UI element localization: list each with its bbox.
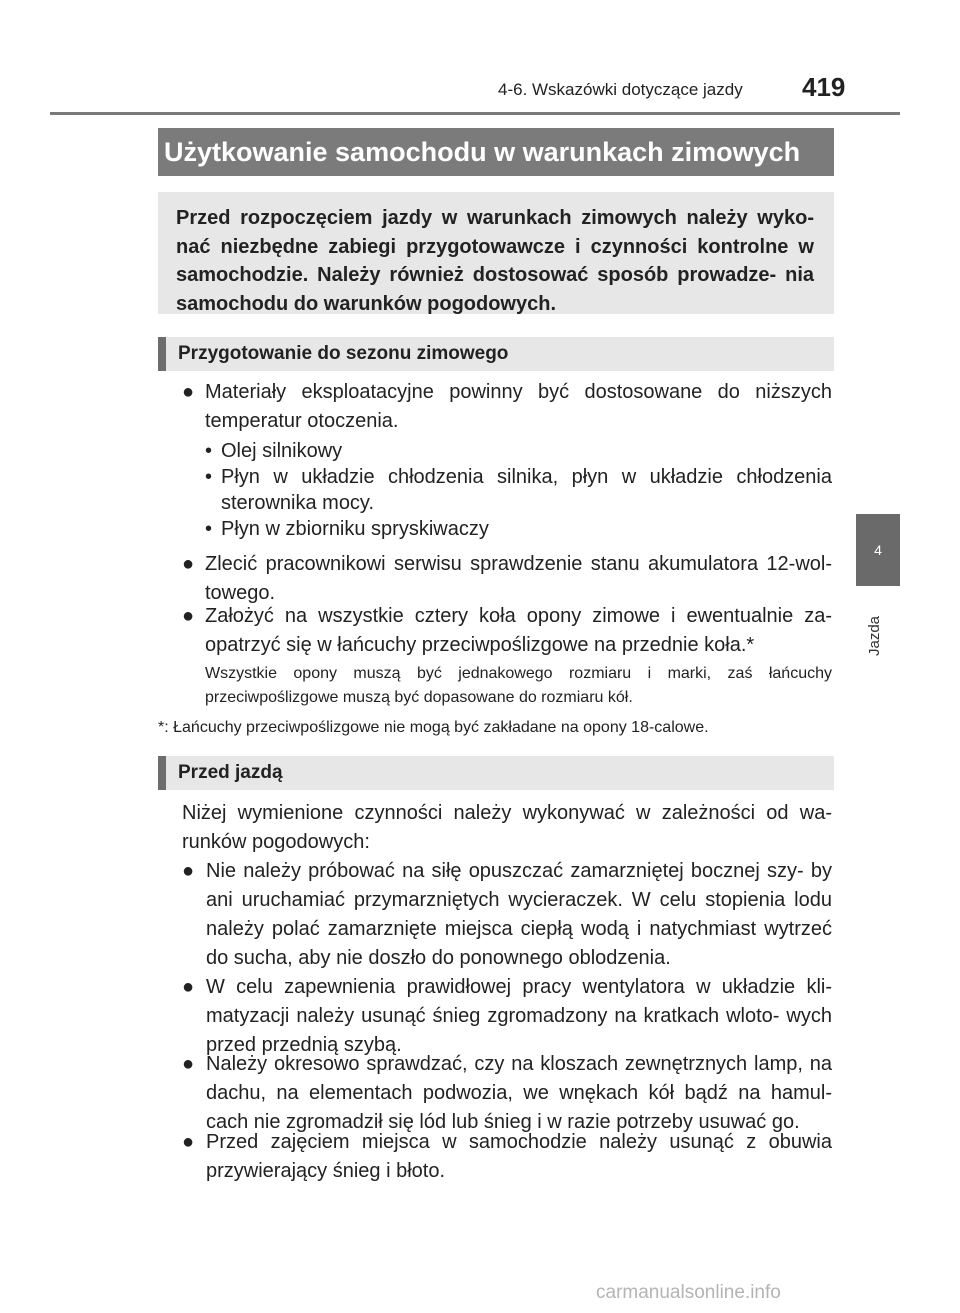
header-section-title: 4-6. Wskazówki dotyczące jazdy — [498, 80, 743, 99]
list-item: ● Materiały eksploatacyjne powinny być dostosowane do niższych temperatur otoczenia. — [182, 378, 832, 436]
sub-list-item: • Płyn w układzie chłodzenia silnika, płyn w układzie chłodzenia sterownika mocy. — [205, 466, 832, 514]
list-item: ● Założyć na wszystkie cztery koła opony zimowe i ewentualnie za- opatrzyć się w łańcuchy przeciwpoślizgowe na przednie koła.* — [182, 602, 832, 660]
watermark: carmanualsonline.info — [596, 1282, 781, 1303]
intro-box: Przed rozpoczęciem jazdy w warunkach zimowych należy wyko- nać niezbędne zabiegi przygotowawcze i czynności kontrolne w samochodzie. Należy również dostosować sposób prowadze- nia samochodu do warunków pogodowych. — [158, 192, 834, 314]
page-number: 419 — [802, 72, 846, 102]
note-text: Wszystkie opony muszą być jednakowego rozmiaru i marki, zaś łańcuchy przeciwpoślizgowe muszą być dopasowane do rozmiaru kół. — [205, 665, 832, 706]
sub-list-item: • Płyn w zbiorniku spryskiwaczy — [205, 518, 489, 540]
page-title: Użytkowanie samochodu w warunkach zimowych — [158, 128, 834, 176]
list-item: ● W celu zapewnienia prawidłowej pracy wentylatora w układzie kli- matyzacji należy usunąć śnieg zgromadzony na kratkach wloto- wych przed przednią szybą. — [182, 973, 832, 1060]
list-item: ● Należy okresowo sprawdzać, czy na kloszach zewnętrznych lamp, na dachu, na elementach podwozia, we wnękach kół bądź na hamul- cach nie zgromadził się lód lub śnieg i w razie potrzeby usuwać go. — [182, 1050, 832, 1137]
bullet-icon: ● — [182, 1053, 195, 1075]
sub-list-item: • Olej silnikowy — [205, 440, 343, 462]
footnote: *: Łańcuchy przeciwpoślizgowe nie mogą być zakładane na opony 18-calowe. — [158, 719, 709, 736]
bullet-icon: ● — [182, 605, 195, 627]
section-heading-before-driving: Przed jazdą — [158, 756, 834, 790]
list-item: ● Przed zajęciem miejsca w samochodzie należy usunąć z obuwia przywierający śnieg i błoto. — [182, 1128, 832, 1186]
sub-bullet-icon: • — [205, 440, 213, 462]
bullet-icon: ● — [182, 553, 195, 575]
bullet-icon: ● — [182, 976, 195, 998]
bullet-icon: ● — [182, 1131, 195, 1153]
chapter-tab: 4 — [856, 514, 900, 586]
sub-bullet-icon: • — [205, 466, 213, 488]
section-intro: Niżej wymienione czynności należy wykonywać w zależności od wa- runków pogodowych: — [182, 802, 832, 853]
header-divider — [50, 112, 900, 115]
chapter-label: Jazda — [866, 615, 883, 656]
bullet-icon: ● — [182, 381, 195, 403]
sub-bullet-icon: • — [205, 518, 213, 540]
bullet-icon: ● — [182, 860, 195, 882]
list-item: ● Zlecić pracownikowi serwisu sprawdzenie stanu akumulatora 12-wol- towego. — [182, 550, 832, 608]
section-heading-preparation: Przygotowanie do sezonu zimowego — [158, 337, 834, 371]
list-item: ● Nie należy próbować na siłę opuszczać zamarzniętej bocznej szy- by ani uruchamiać przymarzniętych wycieraczek. W celu stopienia lodu należy polać zamarznięte miejsca ciepłą wodą i natychmiast wytrzeć do sucha, aby nie doszło do ponownego oblodzenia. — [182, 857, 832, 973]
